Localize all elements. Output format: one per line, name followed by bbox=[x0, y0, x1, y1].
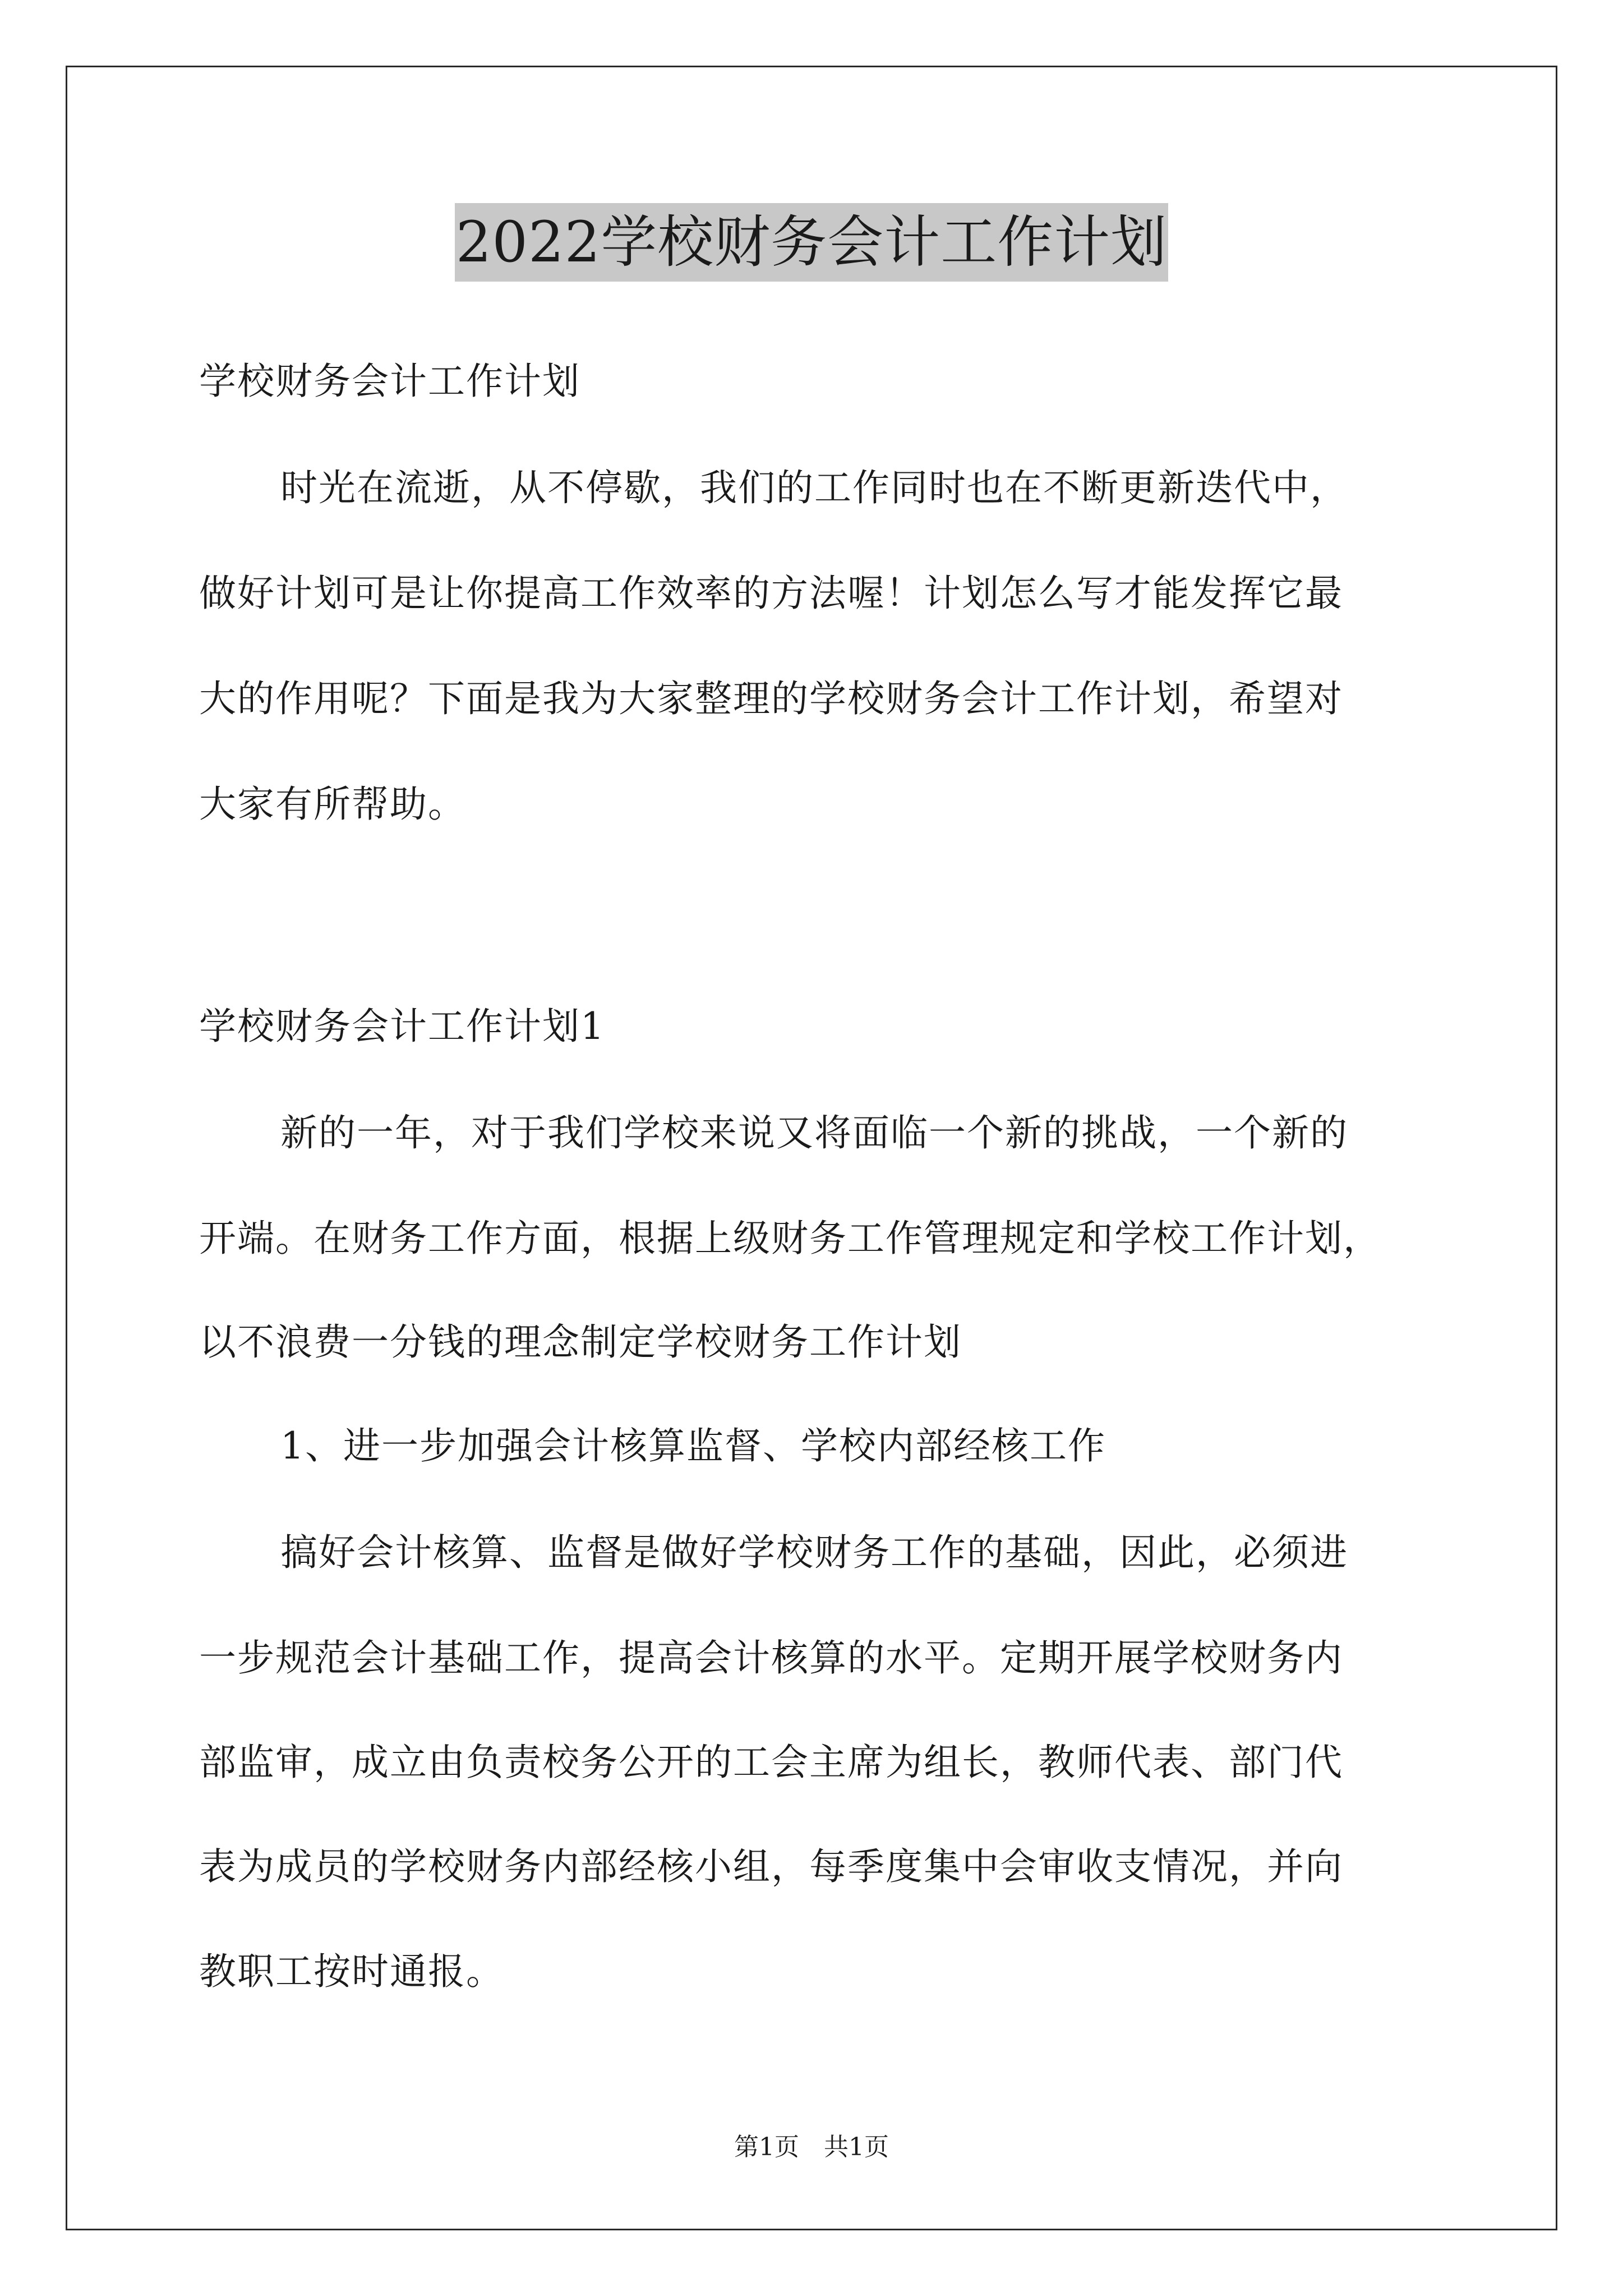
intro-line-4: 大家有所帮助。 bbox=[199, 783, 466, 826]
page-footer: 第1页 共1页 bbox=[734, 2133, 889, 2161]
item-line-1: 搞好会计核算、监督是做好学校财务工作的基础，因此，必须进 bbox=[280, 1531, 1348, 1574]
intro-line-1: 时光在流逝，从不停歇，我们的工作同时也在不断更新迭代中， bbox=[280, 466, 1348, 509]
document-subtitle: 学校财务会计工作计划 bbox=[199, 360, 580, 403]
section-line-1: 新的一年，对于我们学校来说又将面临一个新的挑战，一个新的 bbox=[280, 1111, 1348, 1154]
item-line-5: 教职工按时通报。 bbox=[199, 1950, 504, 1993]
intro-line-2: 做好计划可是让你提高工作效率的方法喔！计划怎么写才能发挥它最 bbox=[199, 572, 1343, 615]
item-line-2: 一步规范会计基础工作，提高会计核算的水平。定期开展学校财务内 bbox=[199, 1636, 1343, 1680]
intro-line-3: 大的作用呢？下面是我为大家整理的学校财务会计工作计划，希望对 bbox=[199, 677, 1343, 720]
title-container bbox=[0, 203, 1623, 282]
section-heading: 学校财务会计工作计划1 bbox=[199, 1005, 605, 1048]
section-line-3: 以不浪费一分钱的理念制定学校财务工作计划 bbox=[199, 1320, 962, 1364]
item-line-3: 部监审，成立由负责校务公开的工会主席为组长，教师代表、部门代 bbox=[199, 1741, 1343, 1784]
item-line-4: 表为成员的学校财务内部经核小组，每季度集中会审收支情况，并向 bbox=[199, 1845, 1343, 1888]
section-line-2: 开端。在财务工作方面，根据上级财务工作管理规定和学校工作计划， bbox=[199, 1217, 1381, 1260]
document-title: 2022学校财务会计工作计划 bbox=[455, 203, 1169, 282]
item-heading: 1、进一步加强会计核算监督、学校内部经核工作 bbox=[280, 1424, 1106, 1467]
